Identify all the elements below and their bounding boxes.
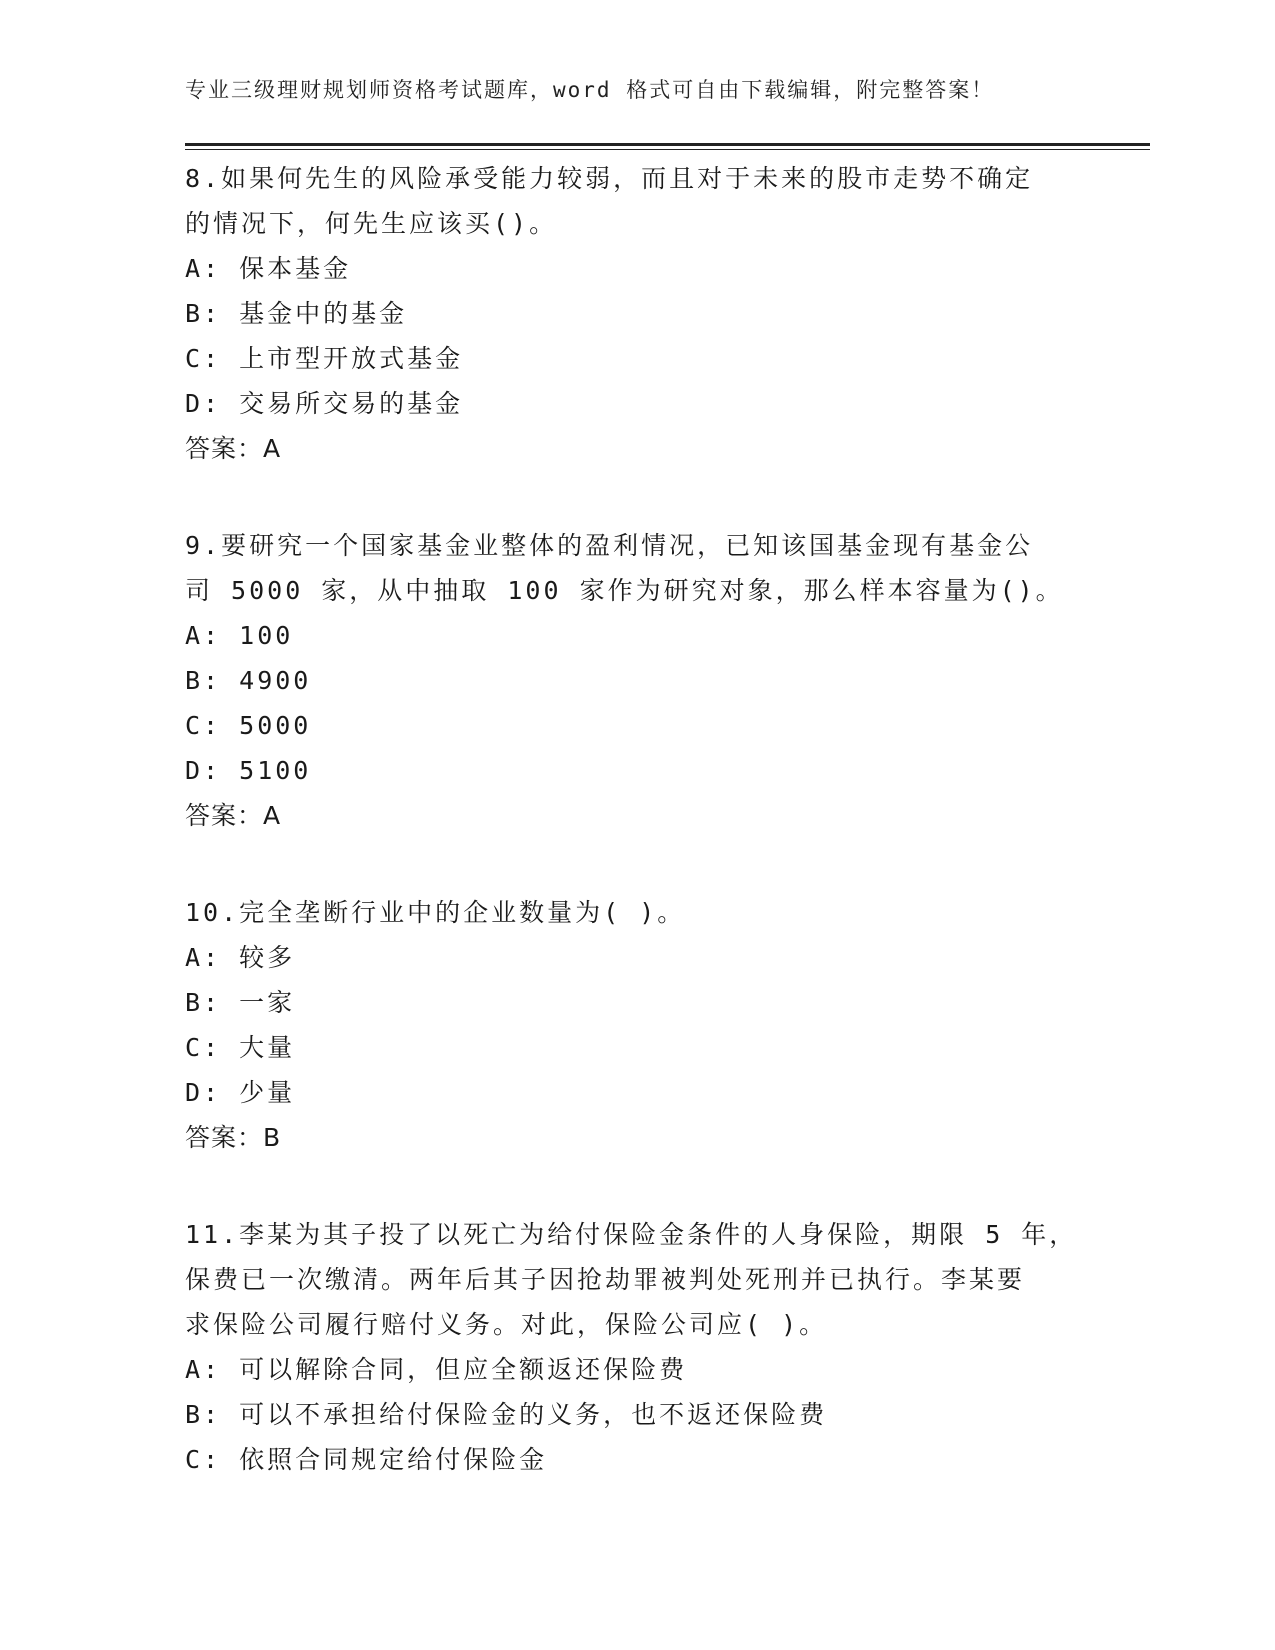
question-text-line: 保费已一次缴清。两年后其子因抢劫罪被判处死刑并已执行。李某要 — [185, 1265, 1026, 1294]
question-text-line: 求保险公司履行赔付义务。对此，保险公司应( )。 — [185, 1310, 828, 1339]
option-c: C: 5000 — [185, 711, 312, 740]
option-b: B: 可以不承担给付保险金的义务，也不返还保险费 — [185, 1400, 828, 1429]
option-a: A: 保本基金 — [185, 254, 352, 283]
header-rule-thin — [185, 149, 1150, 150]
header-rule-thick — [185, 143, 1150, 146]
question-text-line: 8.如果何先生的风险承受能力较弱，而且对于未来的股市走势不确定 — [185, 164, 1034, 193]
question-list — [185, 156, 1085, 1482]
question-text-line: 11.李某为其子投了以死亡为给付保险金条件的人身保险，期限 5 年， — [185, 1220, 1078, 1249]
option-a: A: 较多 — [185, 943, 296, 972]
option-b: B: 一家 — [185, 988, 296, 1017]
option-b: B: 4900 — [185, 666, 312, 695]
document-header: 专业三级理财规划师资格考试题库，word 格式可自由下载编辑，附完整答案！ — [185, 78, 995, 102]
option-d: D: 少量 — [185, 1078, 296, 1107]
answer: 答案：A — [185, 434, 282, 463]
option-d: D: 交易所交易的基金 — [185, 389, 464, 418]
answer: 答案：A — [185, 801, 282, 830]
option-c: C: 依照合同规定给付保险金 — [185, 1445, 548, 1474]
question-text-line: 的情况下，何先生应该买()。 — [185, 209, 558, 238]
option-a: A: 100 — [185, 621, 294, 650]
question-text-line: 司 5000 家，从中抽取 100 家作为研究对象，那么样本容量为()。 — [185, 576, 1064, 605]
question-11 — [185, 1212, 1085, 1482]
option-a: A: 可以解除合同，但应全额返还保险费 — [185, 1355, 688, 1384]
option-b: B: 基金中的基金 — [185, 299, 408, 328]
option-c: C: 上市型开放式基金 — [185, 344, 464, 373]
answer: 答案：B — [185, 1123, 282, 1152]
question-text-line: 10.完全垄断行业中的企业数量为( )。 — [185, 898, 686, 927]
question-10 — [185, 890, 1085, 1160]
question-9 — [185, 523, 1085, 838]
question-8 — [185, 156, 1085, 471]
option-c: C: 大量 — [185, 1033, 296, 1062]
question-text-line: 9.要研究一个国家基金业整体的盈利情况，已知该国基金现有基金公 — [185, 531, 1034, 560]
option-d: D: 5100 — [185, 756, 312, 785]
